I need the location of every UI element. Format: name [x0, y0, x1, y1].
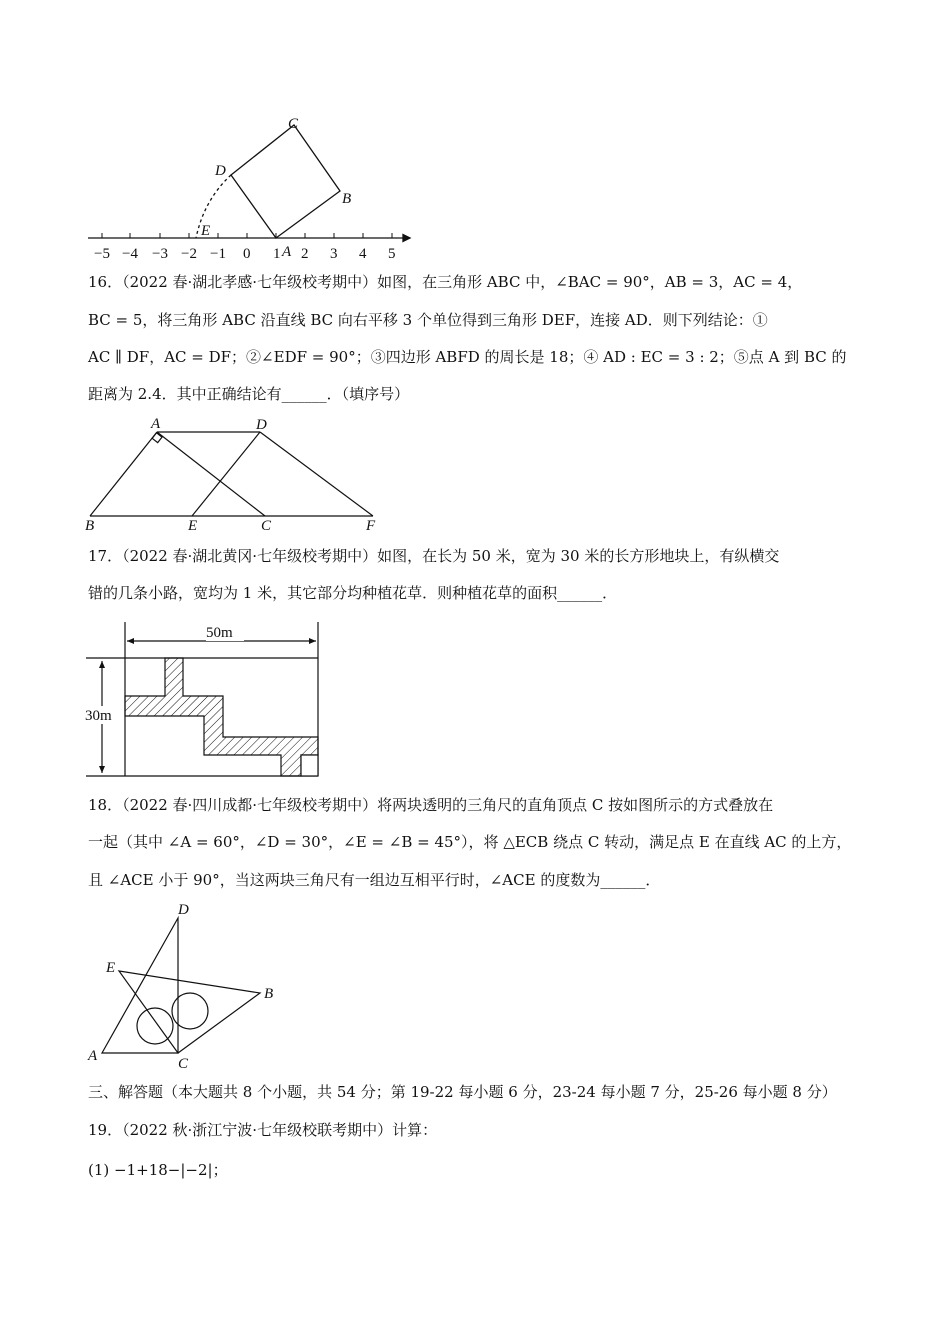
tick-label: 2 — [301, 246, 309, 262]
tick-label: 5 — [388, 246, 396, 262]
point-label-d: D — [256, 417, 267, 433]
ruler-hole-left — [137, 1008, 173, 1044]
tick-label: −4 — [122, 246, 138, 262]
q16-line4: 距离为 2.4．其中正确结论有______．（填序号） — [88, 385, 410, 403]
point-label-f: F — [366, 518, 376, 532]
q17-line2: 错的几条小路，宽均为 1 米，其它部分均种植花草．则种植花草的面积______． — [88, 584, 618, 602]
q19-part1: (1) −1+18−|−2|； — [88, 1161, 228, 1179]
point-label-e: E — [106, 960, 116, 976]
ruler-acd — [102, 918, 178, 1053]
tick-label: −3 — [152, 246, 168, 262]
q16-line2: BC = 5，将三角形 ABC 沿直线 BC 向右平移 3 个单位得到三角形 DEF，连接 AD．则下列结论：① — [88, 311, 768, 329]
point-label-e: E — [201, 223, 211, 239]
q19-line1: 19．（2022 秋·浙江宁波·七年级校联考期中）计算： — [88, 1121, 438, 1139]
tick-label: 1 — [273, 246, 281, 262]
q18-line3: 且 ∠ACE 小于 90°，当这两块三角尺有一组边互相平行时，∠ACE 的度数为______． — [88, 871, 661, 889]
point-label-b: B — [342, 191, 352, 207]
point-label-d: D — [178, 902, 189, 918]
q18-line1: 18．（2022 春·四川成都·七年级校考期中）将两块透明的三角尺的直角顶点 C 按如图所示的方式叠放在 — [88, 796, 774, 814]
number-line-figure — [80, 105, 425, 265]
q17-line1: 17．（2022 春·湖北黄冈·七年级校考期中）如图，在长为 50 米，宽为 30 米的长方形地块上，有纵横交 — [88, 547, 780, 565]
point-label-a: A — [88, 1048, 98, 1064]
tick-label: −2 — [181, 246, 197, 262]
point-label-d: D — [215, 163, 226, 179]
q16-line3: AC ∥ DF，AC = DF；②∠EDF = 90°；③四边形 ABFD 的周长是 18；④ AD : EC = 3 : 2；⑤点 A 到 BC 的 — [88, 348, 847, 366]
axis-arrow — [403, 235, 410, 242]
q18-line2: 一起（其中 ∠A = 60°，∠D = 30°，∠E = ∠B = 45°），将 △ECB 绕点 C 转动，满足点 E 在直线 AC 的上方， — [88, 833, 852, 851]
point-label-a: A — [282, 244, 292, 260]
tick-label: 3 — [330, 246, 338, 262]
point-label-c: C — [178, 1056, 189, 1070]
tick-label: −5 — [94, 246, 110, 262]
ruler-hole-right — [172, 993, 208, 1029]
height-label: 30m — [85, 708, 112, 724]
point-label-a: A — [151, 416, 161, 432]
point-label-c: C — [288, 116, 299, 132]
tick-label: 0 — [243, 246, 251, 262]
rectangle-paths-figure — [82, 618, 327, 780]
hatched-paths — [125, 658, 318, 776]
tick-label: 4 — [359, 246, 367, 262]
translation-triangle-figure — [80, 412, 390, 532]
point-label-b: B — [85, 518, 95, 532]
tick-label: −1 — [210, 246, 226, 262]
section3-heading: 三、解答题（本大题共 8 个小题，共 54 分；第 19-22 每小题 6 分，23-24 每小题 7 分，25-26 每小题 8 分） — [88, 1083, 837, 1101]
point-label-b: B — [264, 986, 274, 1002]
point-label-e: E — [188, 518, 198, 532]
point-label-c: C — [261, 518, 272, 532]
triangle-rulers-figure — [82, 898, 287, 1070]
square-abcd — [231, 125, 340, 238]
width-label: 50m — [206, 625, 233, 641]
q16-line1: 16．（2022 春·湖北孝感·七年级校考期中）如图，在三角形 ABC 中，∠BAC = 90°，AB = 3，AC = 4， — [88, 273, 803, 291]
ruler-ecb — [119, 971, 260, 1053]
